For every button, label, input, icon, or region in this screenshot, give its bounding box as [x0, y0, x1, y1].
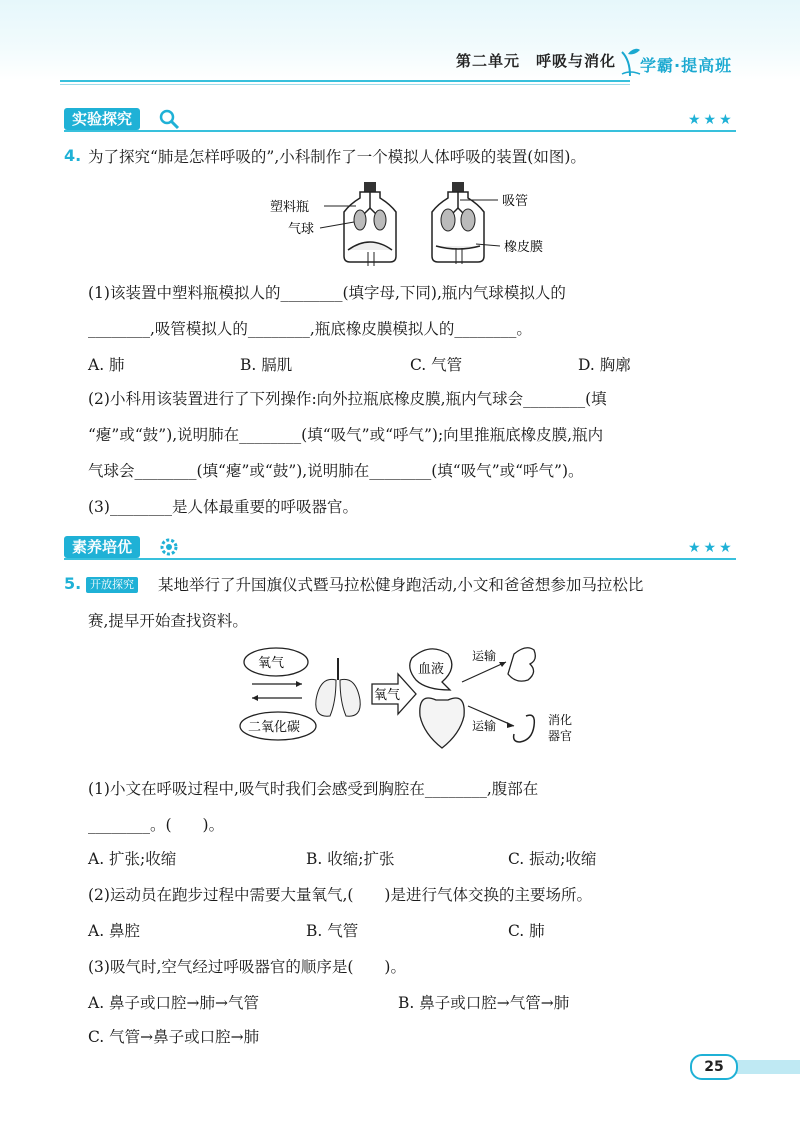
option-a: A. 肺 [88, 356, 125, 374]
option-c: C. 气管 [410, 356, 463, 374]
difficulty-stars: ★★★ [688, 540, 735, 556]
q5-p1-option-c: C. 振动;收缩 [508, 850, 597, 868]
q4-part3: (3)________是人体最重要的呼吸器官。 [88, 498, 358, 516]
header-rule [60, 80, 630, 82]
question-stem-line1: 某地举行了升国旗仪式暨马拉松健身跑活动,小文和爸爸想参加马拉松比 [158, 576, 644, 594]
label-oxygen: 氧气 [258, 656, 285, 671]
q5-p3-option-a: A. 鼻子或口腔→肺→气管 [88, 994, 260, 1012]
oxygen-transport-figure [236, 640, 592, 756]
unit-title: 第二单元 呼吸与消化 [456, 52, 617, 70]
difficulty-stars: ★★★ [688, 112, 735, 128]
stomach-drawing [514, 715, 535, 742]
question-stem-line2: 赛,提早开始查找资料。 [88, 612, 248, 630]
sprout-icon [618, 44, 642, 78]
page-number-bar [734, 1060, 800, 1074]
bottle-left [344, 182, 396, 266]
section-rule [64, 130, 736, 132]
label-digestive2: 器官 [548, 729, 573, 743]
gear-icon [158, 536, 180, 558]
bottle-right [432, 182, 484, 264]
magnifier-icon [158, 108, 180, 130]
section-rule [64, 558, 736, 560]
label-transport1: 运输 [472, 649, 497, 663]
lungs-drawing [316, 658, 360, 716]
label-tube: 吸管 [502, 194, 529, 209]
heart-drawing [420, 698, 464, 748]
section-title-quality: 素养培优 [64, 536, 140, 558]
q5-part1-line2: ________。( )。 [88, 816, 225, 834]
label-balloon: 气球 [288, 222, 315, 237]
label-blood: 血液 [418, 662, 445, 677]
label-digestive1: 消化 [548, 713, 573, 727]
brand-text: 学霸·提高班 [640, 56, 733, 75]
muscle-drawing [508, 648, 535, 681]
option-b: B. 膈肌 [240, 356, 293, 374]
q5-p1-option-b: B. 收缩;扩张 [306, 850, 395, 868]
q5-p3-option-c: C. 气管→鼻子或口腔→肺 [88, 1028, 260, 1046]
q5-p2-option-b: B. 气管 [306, 922, 359, 940]
q5-part1-line1: (1)小文在呼吸过程中,吸气时我们会感受到胸腔在________,腹部在 [88, 780, 539, 798]
label-bottle: 塑料瓶 [270, 200, 310, 215]
brand-logo [618, 44, 758, 78]
question-number: 4. [64, 146, 82, 165]
header-rule-thin [60, 84, 630, 85]
open-inquiry-tag: 开放探究 [86, 577, 138, 593]
q5-p3-option-b: B. 鼻子或口腔→气管→肺 [398, 994, 570, 1012]
q4-part2-line3: 气球会________(填“瘪”或“鼓”),说明肺在________(填“吸气”或“呼气”)。 [88, 462, 584, 480]
q5-part3: (3)吸气时,空气经过呼吸器官的顺序是( )。 [88, 958, 406, 976]
q4-part1-line2: ________,吸管模拟人的________,瓶底橡皮膜模拟人的________。 [88, 320, 532, 338]
q5-p1-option-a: A. 扩张;收缩 [88, 850, 177, 868]
q4-part2-line2: “瘪”或“鼓”),说明肺在________(填“吸气”或“呼气”);向里推瓶底橡皮膜,瓶内 [88, 426, 604, 444]
label-oxygen-arrow: 氧气 [374, 688, 401, 703]
q5-p2-option-c: C. 肺 [508, 922, 545, 940]
option-d: D. 胸廓 [578, 356, 631, 374]
label-transport2: 运输 [472, 719, 497, 733]
question-stem: 为了探究“肺是怎样呼吸的”,小科制作了一个模拟人体呼吸的装置(如图)。 [88, 148, 586, 166]
page-number: 25 [690, 1054, 738, 1080]
label-co2: 二氧化碳 [248, 720, 301, 735]
label-membrane: 橡皮膜 [504, 240, 544, 255]
q4-part1-line1: (1)该装置中塑料瓶模拟人的________(填字母,下同),瓶内气球模拟人的 [88, 284, 566, 302]
q5-p2-option-a: A. 鼻腔 [88, 922, 141, 940]
q5-part2: (2)运动员在跑步过程中需要大量氧气,( )是进行气体交换的主要场所。 [88, 886, 592, 904]
breathing-model-figure [268, 180, 558, 270]
q4-part2-line1: (2)小科用该装置进行了下列操作:向外拉瓶底橡皮膜,瓶内气球会________(填 [88, 390, 607, 408]
question-number: 5. [64, 574, 82, 593]
section-title-experiment: 实验探究 [64, 108, 140, 130]
